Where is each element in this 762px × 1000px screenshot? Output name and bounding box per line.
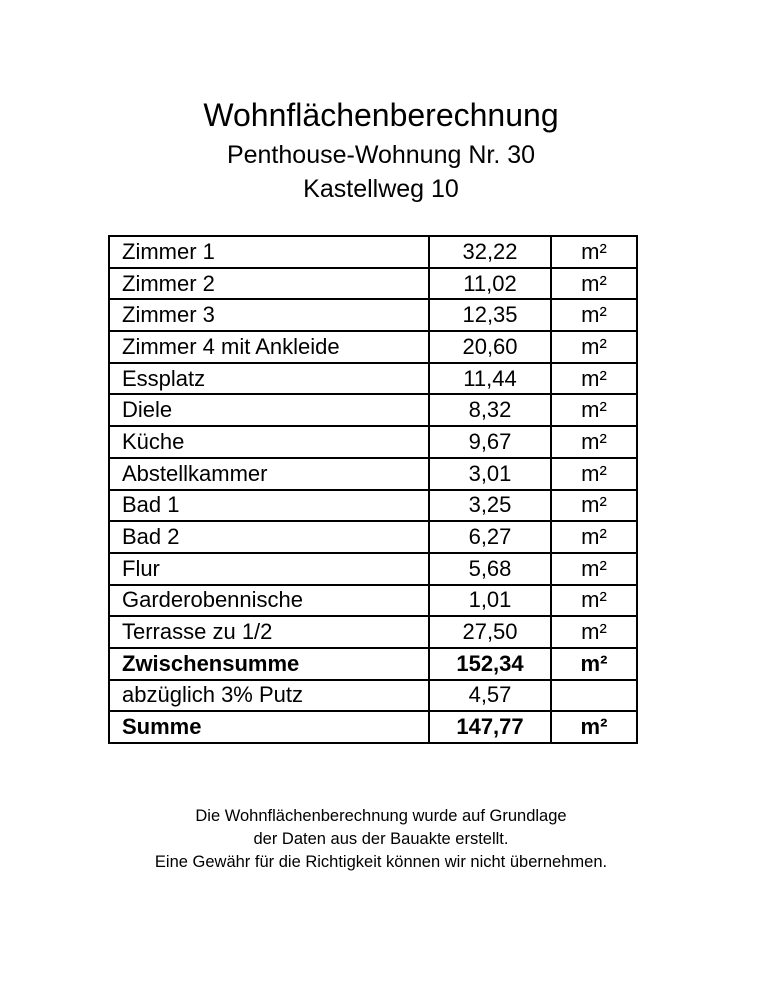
unit-cell: m²: [551, 236, 637, 268]
disclaimer-line-3: Eine Gewähr für die Richtigkeit können wir nicht übernehmen.: [154, 853, 608, 871]
document-address: Kastellweg 10: [303, 175, 459, 203]
room-name-cell: Bad 2: [109, 521, 429, 553]
table-row: [109, 648, 637, 680]
disclaimer: [0, 805, 762, 874]
table-row: [109, 268, 637, 300]
table-row: [109, 394, 637, 426]
unit-cell: m²: [551, 394, 637, 426]
unit-cell: m²: [551, 363, 637, 395]
table-row: [109, 616, 637, 648]
area-value-cell: 11,02: [429, 268, 551, 300]
disclaimer-line-1: Die Wohnflächenberechnung wurde auf Grundlage: [195, 807, 567, 825]
area-value-cell: 3,25: [429, 490, 551, 522]
unit-cell: m²: [551, 458, 637, 490]
area-value-cell: 32,22: [429, 236, 551, 268]
table-row: [109, 521, 637, 553]
table-row: [109, 490, 637, 522]
room-name-cell: Terrasse zu 1/2: [109, 616, 429, 648]
unit-cell: m²: [551, 331, 637, 363]
area-value-cell: 3,01: [429, 458, 551, 490]
unit-cell: m²: [551, 616, 637, 648]
unit-cell: m²: [551, 490, 637, 522]
area-table-body: [109, 236, 637, 743]
room-name-cell: Zimmer 2: [109, 268, 429, 300]
document-title: Wohnflächenberechnung: [203, 97, 559, 133]
table-row: [109, 458, 637, 490]
table-row: [109, 711, 637, 743]
table-row: [109, 363, 637, 395]
area-value-cell: 27,50: [429, 616, 551, 648]
area-value-cell: 9,67: [429, 426, 551, 458]
area-value-cell: 6,27: [429, 521, 551, 553]
unit-cell: m²: [551, 268, 637, 300]
room-name-cell: Bad 1: [109, 490, 429, 522]
table-row: [109, 553, 637, 585]
room-name-cell: abzüglich 3% Putz: [109, 680, 429, 712]
room-name-cell: Flur: [109, 553, 429, 585]
area-value-cell: 147,77: [429, 711, 551, 743]
disclaimer-line-2: der Daten aus der Bauakte erstellt.: [253, 830, 509, 848]
table-row: [109, 331, 637, 363]
area-value-cell: 152,34: [429, 648, 551, 680]
room-name-cell: Abstellkammer: [109, 458, 429, 490]
unit-cell: m²: [551, 648, 637, 680]
area-value-cell: 12,35: [429, 299, 551, 331]
room-name-cell: Küche: [109, 426, 429, 458]
room-name-cell: Zwischensumme: [109, 648, 429, 680]
table-row: [109, 426, 637, 458]
area-value-cell: 1,01: [429, 585, 551, 617]
unit-cell: [551, 680, 637, 712]
unit-cell: m²: [551, 299, 637, 331]
unit-cell: m²: [551, 585, 637, 617]
area-value-cell: 8,32: [429, 394, 551, 426]
room-name-cell: Diele: [109, 394, 429, 426]
room-name-cell: Zimmer 4 mit Ankleide: [109, 331, 429, 363]
table-row: [109, 680, 637, 712]
room-name-cell: Summe: [109, 711, 429, 743]
room-name-cell: Zimmer 1: [109, 236, 429, 268]
area-value-cell: 11,44: [429, 363, 551, 395]
document-subtitle: Penthouse-Wohnung Nr. 30: [226, 141, 536, 169]
unit-cell: m²: [551, 521, 637, 553]
table-row: [109, 236, 637, 268]
room-name-cell: Garderobennische: [109, 585, 429, 617]
room-name-cell: Essplatz: [109, 363, 429, 395]
room-name-cell: Zimmer 3: [109, 299, 429, 331]
area-value-cell: 5,68: [429, 553, 551, 585]
unit-cell: m²: [551, 426, 637, 458]
table-row: [109, 585, 637, 617]
area-value-cell: 4,57: [429, 680, 551, 712]
unit-cell: m²: [551, 711, 637, 743]
area-table: [108, 235, 638, 744]
unit-cell: m²: [551, 553, 637, 585]
table-row: [109, 299, 637, 331]
area-value-cell: 20,60: [429, 331, 551, 363]
